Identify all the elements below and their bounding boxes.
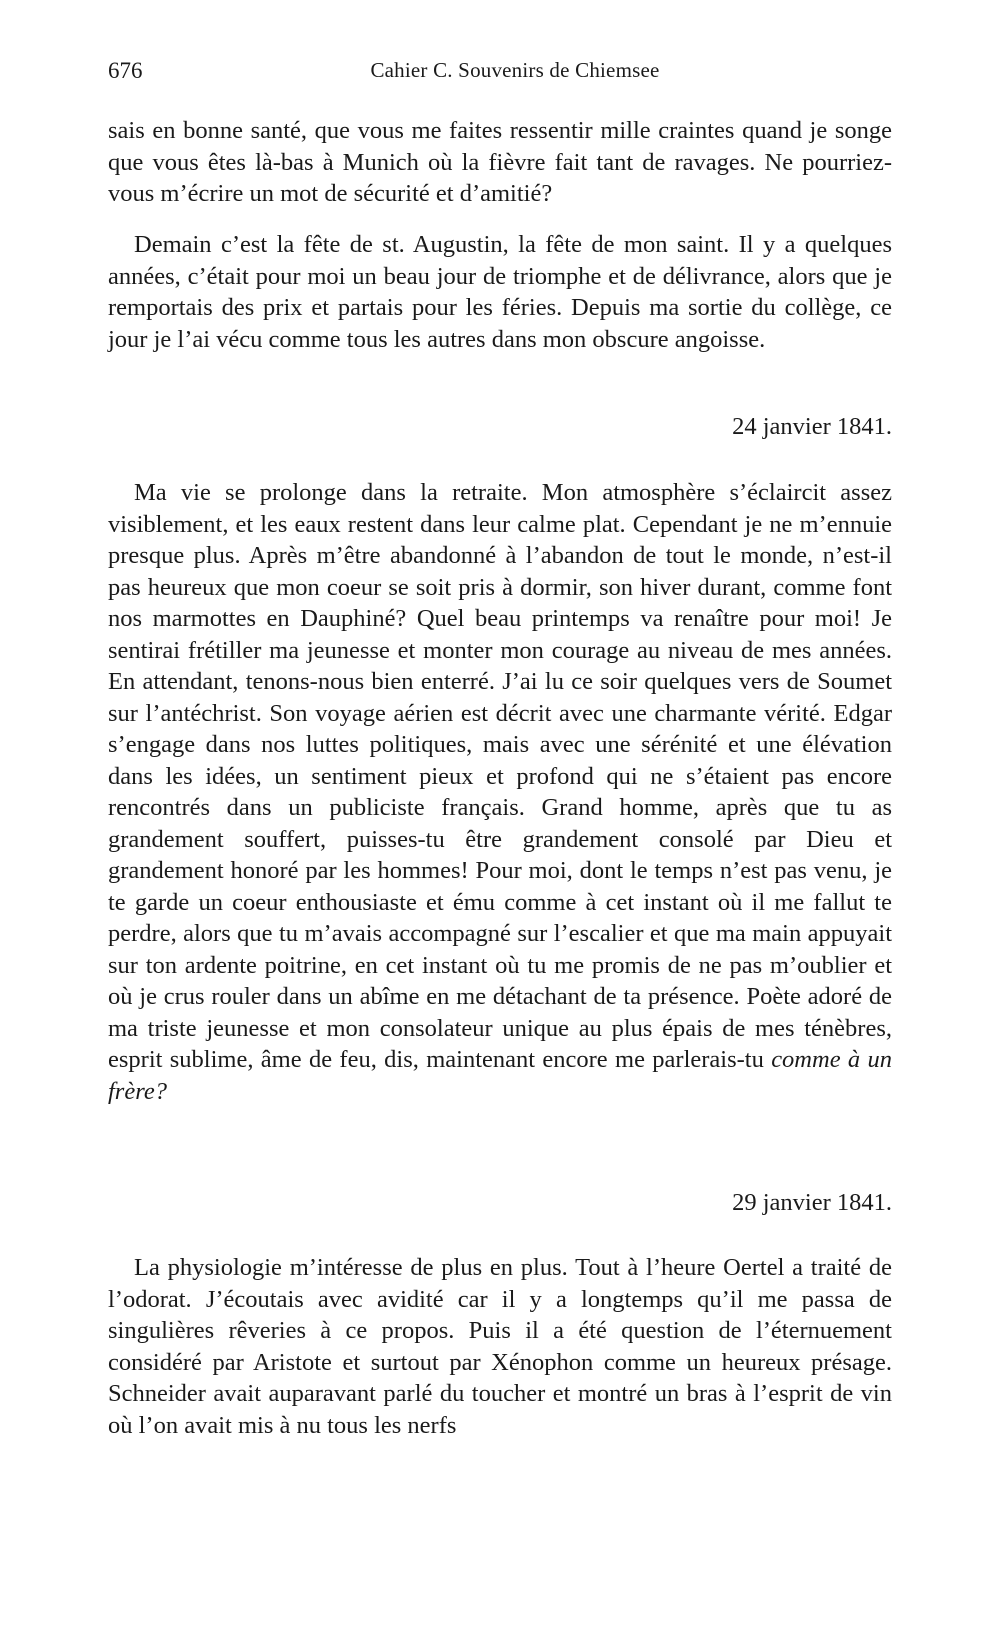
paragraph-physiologie: La physiologie m’intéresse de plus en plus. Tout à l’heure Oertel a traité de l’odorat. J’écoutais avec avidité car il y a longtemps qu’il me passa de singulières rêveries à ce propos. Puis il a été question de l’éternuement considéré par Aristote et surtout par Xénophon comme un heureux présage. Schneider avait auparavant parlé du toucher et montré un bras à l’esprit de vin où l’on avait mis à nu tous les nerfs <box>108 1254 892 1439</box>
text-block-4 <box>108 1252 892 1441</box>
paragraph-retraite <box>108 477 892 1107</box>
paragraph-retraite-text: Ma vie se prolonge dans la retraite. Mon atmosphère s’éclaircit assez visiblement, et les eaux restent dans leur calme plat. Cependant je ne m’ennuie presque plus. Après m’être abandonné à l’abandon de tout le monde, n’est-il pas heureux que mon coeur se soit pris à dormir, son hiver durant, comme font nos marmottes en Dauphiné? Quel beau printemps va renaître pour moi! Je sentirai frétiller ma jeunesse et monter mon courage au niveau de mes années. En attendant, tenons-nous bien enterré. J’ai lu ce soir quelques vers de Soumet sur l’antéchrist. Son voyage aérien est décrit avec une charmante vérité. Edgar s’engage dans nos luttes politiques, mais avec une sérénité et une élévation dans les idées, un sentiment pieux et profond qui ne s’étaient pas encore rencontrés dans un publiciste français. Grand homme, après que tu as grandement souffert, puisses-tu être grandement consolé par Dieu et grandement honoré par les hommes! Pour moi, dont le temps n’est pas venu, je te garde un coeur enthousiaste et ému comme à cet instant où il me fallut te perdre, alors que tu m’avais accompagné sur l’escalier et que ma main appuyait sur ton ardente poitrine, en cet instant où tu me promis de ne pas m’oublier et où je crus rouler dans un abîme en me détachant de ta présence. Poète adoré de ma triste jeunesse et mon consolateur unique au plus épais de mes ténèbres, esprit sublime, âme de feu, dis, maintenant encore me parlerais-tu <box>108 479 892 1073</box>
italic-phrase: comme à un frère? <box>108 1046 892 1105</box>
page-number: 676 <box>108 58 143 83</box>
text-block-2 <box>108 229 892 355</box>
paragraph-augustin: Demain c’est la fête de st. Augustin, la fête de mon saint. Il y a quelques années, c’était pour moi un beau jour de triomphe et de délivrance, alors que je remportais des prix et partais pour les féries. Depuis ma sortie du collège, ce jour je l’ai vécu comme tous les autres dans mon obscure angoisse. <box>108 231 892 353</box>
text-block-3 <box>108 477 892 1107</box>
paragraph-continued: sais en bonne santé, que vous me faites ressentir mille craintes quand je songe que vous êtes là-bas à Munich où la fièvre fait tant de ravages. Ne pourriez-vous m’écrire un mot de sécurité et d’amitié? <box>108 117 892 207</box>
entry-date-2: 29 janvier 1841. <box>732 1189 892 1216</box>
entry-date-1: 24 janvier 1841. <box>732 413 892 440</box>
running-head: Cahier C. Souvenirs de Chiemsee <box>370 58 660 82</box>
text-block-1 <box>108 115 892 210</box>
page-header <box>108 58 892 88</box>
